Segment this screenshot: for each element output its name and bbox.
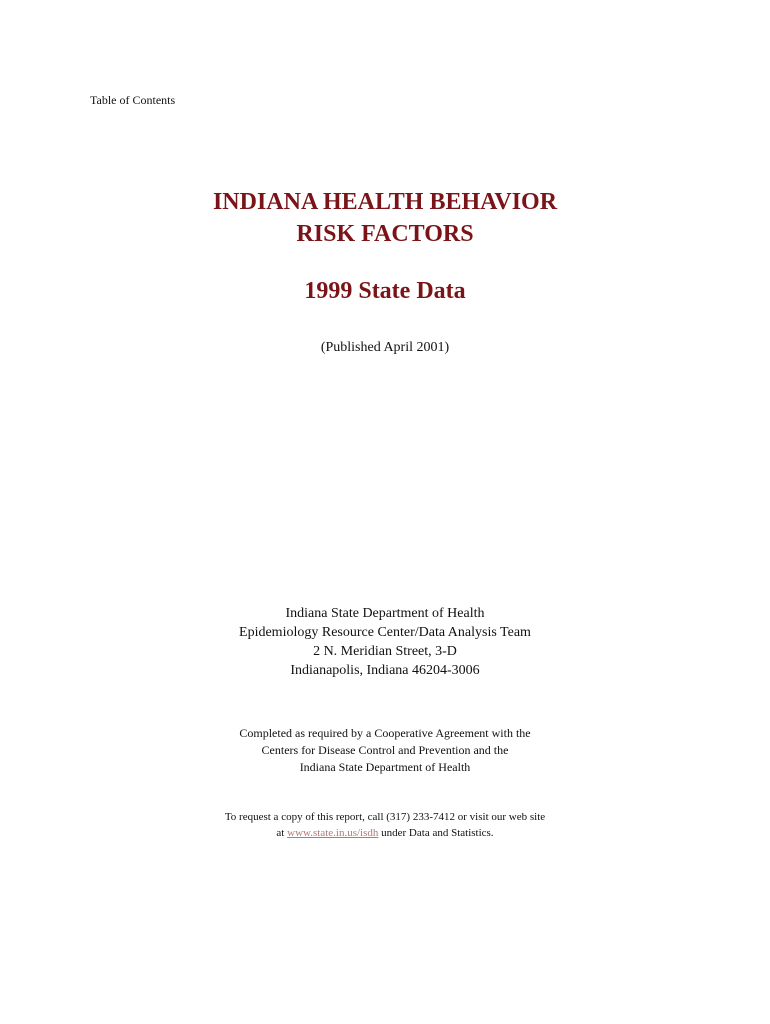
report-title	[0, 186, 770, 250]
agreement-line-1: Completed as required by a Cooperative Agreement with the	[239, 726, 531, 740]
address-line-4: Indianapolis, Indiana 46204-3006	[290, 663, 480, 678]
department-address	[0, 604, 770, 680]
publication-date: (Published April 2001)	[320, 340, 450, 355]
report-subtitle: 1999 State Data	[304, 278, 466, 304]
request-line-1: To request a copy of this report, call (317) 233-7412 or visit our web site	[224, 811, 546, 823]
report-title-line-2: RISK FACTORS	[296, 221, 474, 247]
address-line-3: 2 N. Meridian Street, 3-D	[313, 644, 457, 659]
agreement-line-2: Centers for Disease Control and Prevention and the	[261, 743, 509, 757]
agreement-note	[0, 725, 770, 776]
address-line-2: Epidemiology Resource Center/Data Analysis Team	[239, 625, 531, 640]
agreement-line-3: Indiana State Department of Health	[299, 760, 471, 774]
website-link[interactable]: www.state.in.us/isdh	[287, 827, 379, 839]
address-line-1: Indiana State Department of Health	[285, 606, 485, 621]
request-line-2	[0, 825, 770, 841]
request-line-2-prefix: at	[276, 827, 288, 839]
request-copy-note	[0, 809, 770, 841]
table-of-contents-link[interactable]: Table of Contents	[90, 93, 176, 107]
report-title-line-1: INDIANA HEALTH BEHAVIOR	[212, 189, 558, 215]
request-line-2-suffix: under Data and Statistics.	[378, 827, 494, 839]
